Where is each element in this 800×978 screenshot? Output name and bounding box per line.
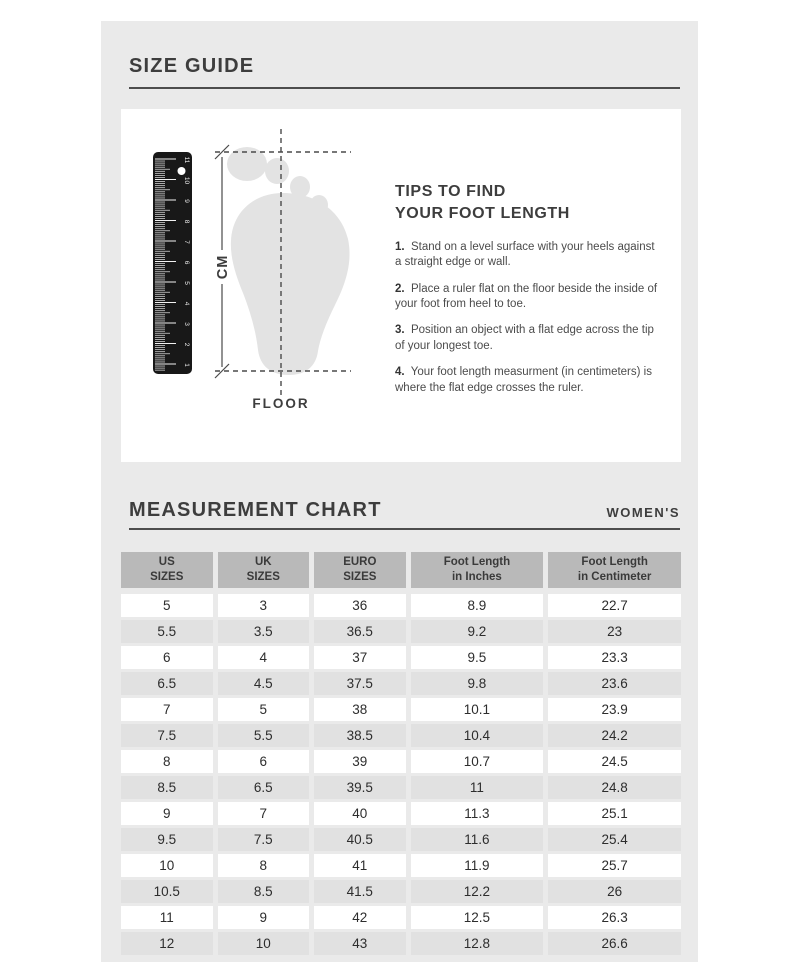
tips-title (395, 181, 665, 226)
table-cell: 11 (121, 906, 213, 929)
table-cell: 12.8 (411, 932, 544, 955)
chart-divider (129, 528, 680, 530)
cm-label: CM (215, 254, 231, 280)
table-cell: 8.9 (411, 594, 544, 617)
ruler (153, 152, 192, 374)
table-cell: 9.5 (121, 828, 213, 851)
table-cell: 36.5 (314, 620, 406, 643)
ruler-number: 3 (183, 322, 190, 326)
table-cell: 12.5 (411, 906, 544, 929)
table-cell: 24.5 (548, 750, 681, 773)
table-cell: 7.5 (218, 828, 310, 851)
ruler-number: 1 (183, 363, 190, 367)
table-cell: 39.5 (314, 776, 406, 799)
table-cell: 3.5 (218, 620, 310, 643)
tip-item: 2. Place a ruler flat on the floor beside the inside of your foot from heel to toe. (395, 282, 658, 310)
table-cell: 25.7 (548, 854, 681, 877)
table-cell: 41 (314, 854, 406, 877)
table-cell: 9 (121, 802, 213, 825)
tips-title-line2: YOUR FOOT LENGTH (395, 205, 570, 223)
foot-measure-diagram-card (121, 109, 681, 462)
table-cell: 11.3 (411, 802, 544, 825)
table-cell: 10 (121, 854, 213, 877)
tip-item: 3. Position an object with a flat edge across the tip of your longest toe. (395, 324, 654, 352)
table-cell: 26.3 (548, 906, 681, 929)
table-header-row (121, 552, 681, 588)
table-cell: 9 (218, 906, 310, 929)
measurement-chart-header (129, 499, 680, 522)
table-cell: 11 (411, 776, 544, 799)
table-cell: 10 (218, 932, 310, 955)
ruler-number: 8 (183, 219, 190, 224)
table-cell: 37.5 (314, 672, 406, 695)
size-guide-panel (101, 21, 698, 962)
table-cell: 4 (218, 646, 310, 669)
table-cell: 22.7 (548, 594, 681, 617)
table-cell: 26 (548, 880, 681, 903)
table-cell: 8 (121, 750, 213, 773)
table-cell: 10.7 (411, 750, 544, 773)
table-cell: 10.4 (411, 724, 544, 747)
table-cell: 6 (218, 750, 310, 773)
table-cell: 42 (314, 906, 406, 929)
foot-measure-diagram (121, 109, 395, 462)
table-cell: 41.5 (314, 880, 406, 903)
table-cell: 3 (218, 594, 310, 617)
table-cell: 24.2 (548, 724, 681, 747)
table-cell: 8 (218, 854, 310, 877)
tips-title-line1: TIPS TO FIND (395, 183, 506, 200)
tips-section (395, 109, 665, 462)
table-cell: 5.5 (218, 724, 310, 747)
table-cell: 9.5 (411, 646, 544, 669)
table-cell: 23.6 (548, 672, 681, 695)
table-cell: 23 (548, 620, 681, 643)
table-cell: 7 (218, 802, 310, 825)
table-cell: 11.6 (411, 828, 544, 851)
table-cell: 37 (314, 646, 406, 669)
table-body (121, 594, 681, 955)
floor-label: FLOOR (252, 396, 310, 411)
column-header: EURO SIZES (314, 552, 406, 588)
table-cell: 40 (314, 802, 406, 825)
tip-item: 4. Your foot length measurment (in centimeters) is where the flat edge crosses the ruler. (395, 366, 652, 394)
table-cell: 7 (121, 698, 213, 721)
table-cell: 8.5 (218, 880, 310, 903)
measurement-chart-title: MEASUREMENT CHART (129, 499, 382, 521)
table-cell: 9.2 (411, 620, 544, 643)
womens-badge: WOMEN'S (606, 505, 680, 520)
table-cell: 39 (314, 750, 406, 773)
ruler-dot (178, 167, 186, 175)
table-cell: 6.5 (121, 672, 213, 695)
table-cell: 11.9 (411, 854, 544, 877)
column-header: Foot Length in Inches (411, 552, 544, 588)
table-cell: 9.8 (411, 672, 544, 695)
title-divider (129, 87, 680, 89)
table-cell: 12.2 (411, 880, 544, 903)
footprint-illustration (227, 147, 350, 375)
ruler-number: 7 (183, 240, 190, 244)
page-title: SIZE GUIDE (129, 55, 255, 77)
table-cell: 8.5 (121, 776, 213, 799)
table-cell: 7.5 (121, 724, 213, 747)
table-cell: 10.5 (121, 880, 213, 903)
table-cell: 36 (314, 594, 406, 617)
table-cell: 38.5 (314, 724, 406, 747)
table-cell: 12 (121, 932, 213, 955)
ruler-number: 11 (183, 156, 190, 164)
table-cell: 6.5 (218, 776, 310, 799)
table-cell: 23.3 (548, 646, 681, 669)
column-header: US SIZES (121, 552, 213, 588)
table-cell: 4.5 (218, 672, 310, 695)
table-cell: 43 (314, 932, 406, 955)
ruler-number: 5 (183, 281, 190, 285)
table-cell: 24.8 (548, 776, 681, 799)
table-cell: 5.5 (121, 620, 213, 643)
table-cell: 5 (218, 698, 310, 721)
table-cell: 23.9 (548, 698, 681, 721)
column-header: UK SIZES (218, 552, 310, 588)
table-cell: 38 (314, 698, 406, 721)
ruler-number: 2 (183, 342, 190, 347)
tips-list (395, 240, 665, 396)
table-cell: 40.5 (314, 828, 406, 851)
ruler-number: 4 (183, 301, 190, 306)
tip-item: 1. Stand on a level surface with your heels against a straight edge or wall. (395, 240, 655, 269)
table-cell: 25.1 (548, 802, 681, 825)
ruler-number: 9 (183, 199, 190, 203)
column-header: Foot Length in Centimeter (548, 552, 681, 588)
table-cell: 6 (121, 646, 213, 669)
table-cell: 10.1 (411, 698, 544, 721)
table-cell: 25.4 (548, 828, 681, 851)
ruler-number: 6 (183, 260, 190, 265)
table-cell: 5 (121, 594, 213, 617)
ruler-number: 10 (183, 176, 190, 185)
size-conversion-table (121, 552, 681, 955)
table-cell: 26.6 (548, 932, 681, 955)
